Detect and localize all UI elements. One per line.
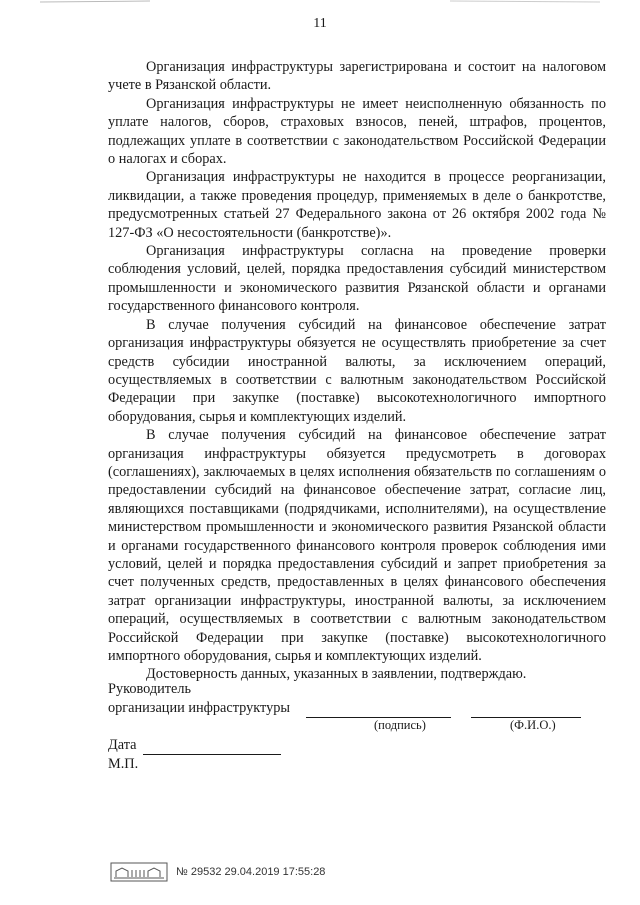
seal-label: М.П. [108,756,139,772]
document-body [108,58,606,684]
registry-stamp-icon [110,862,168,882]
paragraph-tax-obligations: Организация инфраструктуры не имеет неисполненную обязанность по уплате налогов, сборов, страховых взносов, пеней, штрафов, процентов, подлежащих уплате в соответствии с законодательством Российской Федерации о налогах и сборах. [108,95,606,168]
date-block [108,736,281,774]
scan-edge-mark [30,0,610,6]
signatory-role-line2: организации инфраструктуры [108,700,290,716]
signatory-role-line1: Руководитель [108,681,192,697]
signature-block [108,680,608,732]
paragraph-bankruptcy: Организация инфраструктуры не находится в процессе реорганизации, ликвидации, а также проведения процедур, применяемых в деле о банкротстве, предусмотренных статьей 27 Федерального закона от 26 октября 2002 года № 127-ФЗ «О несостоятельности (банкротстве)». [108,169,606,241]
name-caption: (Ф.И.О.) [510,718,556,732]
signature-caption: (подпись) [374,718,426,732]
registration-number: № 29532 29.04.2019 17:55:28 [176,866,326,878]
date-blank-line [143,740,281,755]
paragraph-registration: Организация инфраструктуры зарегистрирована и состоит на налоговом учете в Рязанской области. [108,59,606,94]
paragraph-inspection-consent: Организация инфраструктуры согласна на проведение проверки соблюдения условий, целей, порядка предоставления субсидий министерством промышленности и экономического развития Рязанской области и органами государственного финансового контроля. [108,243,606,315]
paragraph-currency-restriction: В случае получения субсидий на финансовое обеспечение затрат организация инфраструктуры обязуется не осуществлять приобретение за счет средств субсидии иностранной валюты, за исключением операций, осуществляемых в соответствии с валютным законодательством Российской Федерации при закупке (поставке) высокотехнологичного импортного оборудования, сырья и комплектующих изделий. [108,316,606,425]
page-number: 11 [313,16,327,31]
paragraph-contract-obligations: В случае получения субсидий на финансовое обеспечение затрат организация инфраструктуры обязуется предусмотреть в договорах (соглашениях), заключаемых в целях исполнения обязательств по соглашениям о предоставлении субсидий на финансовое обеспечение затрат, согласие лиц, являющихся поставщиками (подрядчиками, исполнителями), на осуществление министерством промышленности и экономического развития Рязанской области и органами государственного финансового контроля проверок соблюдения ими условий, целей и порядка предоставления субсидий и запрет приобретения за счет полученных средств, предоставленных в целях финансового обеспечения затрат организации инфраструктуры, иностранной валюты, за исключением операций, осуществляемых в соответствии с валютным законодательством Российской Федерации при закупке (поставке) высокотехнологичного импортного оборудования, сырья и комплектующих изделий. [108,427,606,664]
date-label: Дата [108,737,137,753]
registration-footer [110,862,325,882]
paragraph-confirmation: Достоверность данных, указанных в заявлении, подтверждаю. [146,666,527,683]
